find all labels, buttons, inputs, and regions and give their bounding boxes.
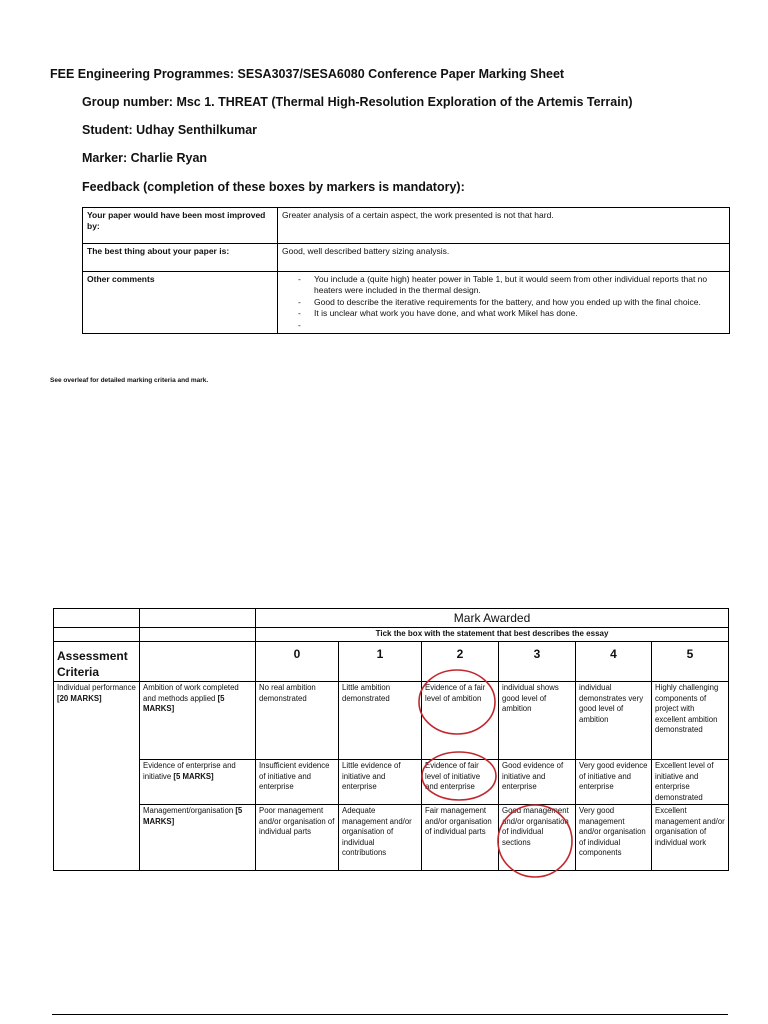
criterion-name: Ambition of work completed and methods applied bbox=[143, 683, 239, 703]
score-3: 3 bbox=[499, 641, 576, 681]
criterion-management bbox=[140, 805, 256, 871]
feedback-label-improved: Your paper would have been most improved by: bbox=[83, 208, 278, 244]
category-cell bbox=[54, 682, 140, 871]
criterion-name: Evidence of enterprise and initiative bbox=[143, 761, 236, 781]
feedback-row-best bbox=[83, 244, 730, 272]
tick-instruction: Tick the box with the statement that best describes the essay bbox=[256, 628, 729, 642]
level-cell[interactable]: Poor management and/or organisation of individual parts bbox=[256, 805, 339, 871]
level-cell[interactable]: Evidence of a fair level of ambition bbox=[422, 682, 499, 760]
comment-item: - It is unclear what work you have done, and what work Mikel has done. bbox=[282, 308, 725, 319]
level-cell[interactable]: individual demonstrates very good level of ambition bbox=[576, 682, 652, 760]
category-marks: [20 MARKS] bbox=[57, 693, 102, 703]
feedback-row-other bbox=[83, 272, 730, 334]
overleaf-note: See overleaf for detailed marking criteria and mark. bbox=[50, 377, 209, 384]
score-4: 4 bbox=[576, 641, 652, 681]
comments-list bbox=[282, 274, 725, 331]
level-cell[interactable]: Good management and/or organisation of individual sections bbox=[499, 805, 576, 871]
level-cell[interactable]: Little ambition demonstrated bbox=[339, 682, 422, 760]
feedback-value-improved: Greater analysis of a certain aspect, the work presented is not that hard. bbox=[278, 208, 730, 244]
level-cell[interactable]: individual shows good level of ambition bbox=[499, 682, 576, 760]
marking-header-row bbox=[54, 609, 729, 628]
criterion-marks: [5 MARKS] bbox=[143, 806, 243, 826]
tick-instruction-row bbox=[54, 628, 729, 642]
level-cell[interactable]: Adequate management and/or organisation of individual contributions bbox=[339, 805, 422, 871]
level-cell[interactable]: Fair management and/or organisation of individual parts bbox=[422, 805, 499, 871]
feedback-table bbox=[82, 207, 730, 334]
comment-item bbox=[282, 320, 725, 331]
level-cell[interactable]: Very good management and/or organisation of individual components bbox=[576, 805, 652, 871]
level-cell[interactable]: Highly challenging components of project with excellent ambition demonstrated bbox=[652, 682, 729, 760]
score-0: 0 bbox=[256, 641, 339, 681]
level-cell[interactable]: Excellent management and/or organisation of individual work bbox=[652, 805, 729, 871]
criterion-name: Management/organisation bbox=[143, 806, 234, 816]
score-2: 2 bbox=[422, 641, 499, 681]
feedback-value-best: Good, well described battery sizing analysis. bbox=[278, 244, 730, 272]
level-cell[interactable]: Little evidence of initiative and enterprise bbox=[339, 760, 422, 805]
criterion-enterprise bbox=[140, 760, 256, 805]
score-1: 1 bbox=[339, 641, 422, 681]
document-title: FEE Engineering Programmes: SESA3037/SESA6080 Conference Paper Marking Sheet bbox=[50, 67, 565, 81]
criterion-row-management bbox=[54, 805, 729, 871]
feedback-heading: Feedback (completion of these boxes by markers is mandatory): bbox=[82, 180, 465, 194]
level-cell[interactable]: Evidence of fair level of initiative and enterprise bbox=[422, 760, 499, 805]
feedback-label-other: Other comments bbox=[83, 272, 278, 334]
comment-item: - You include a (quite high) heater power in Table 1, but it would seem from other individual reports that no heaters were included in the thermal design. bbox=[282, 274, 725, 297]
criterion-marks: [5 MARKS] bbox=[173, 771, 214, 781]
group-number: Group number: Msc 1. THREAT (Thermal High-Resolution Exploration of the Artemis Terrain) bbox=[82, 95, 633, 109]
comment-item: - Good to describe the iterative requirements for the battery, and how you ended up with the final choice. bbox=[282, 297, 725, 308]
student-name: Student: Udhay Senthilkumar bbox=[82, 123, 258, 137]
level-cell[interactable]: Very good evidence of initiative and enterprise bbox=[576, 760, 652, 805]
score-header-row bbox=[54, 641, 729, 681]
feedback-label-best: The best thing about your paper is: bbox=[83, 244, 278, 272]
level-cell[interactable]: Insufficient evidence of initiative and enterprise bbox=[256, 760, 339, 805]
assessment-criteria-heading: Assessment Criteria bbox=[54, 641, 140, 681]
footer-divider bbox=[52, 1014, 728, 1015]
level-cell[interactable]: Excellent level of initiative and enterprise demonstrated bbox=[652, 760, 729, 805]
criterion-ambition bbox=[140, 682, 256, 760]
level-cell[interactable]: No real ambition demonstrated bbox=[256, 682, 339, 760]
marker-name: Marker: Charlie Ryan bbox=[82, 151, 208, 165]
criterion-marks: [5 MARKS] bbox=[143, 693, 225, 714]
category-name: Individual performance bbox=[57, 683, 136, 693]
criterion-row-enterprise bbox=[54, 760, 729, 805]
level-cell[interactable]: Good evidence of initiative and enterprise bbox=[499, 760, 576, 805]
score-5: 5 bbox=[652, 641, 729, 681]
criterion-row-ambition bbox=[54, 682, 729, 760]
feedback-value-other bbox=[278, 272, 730, 334]
mark-awarded-heading: Mark Awarded bbox=[256, 609, 729, 628]
feedback-row-improved bbox=[83, 208, 730, 244]
marking-table bbox=[53, 608, 729, 871]
